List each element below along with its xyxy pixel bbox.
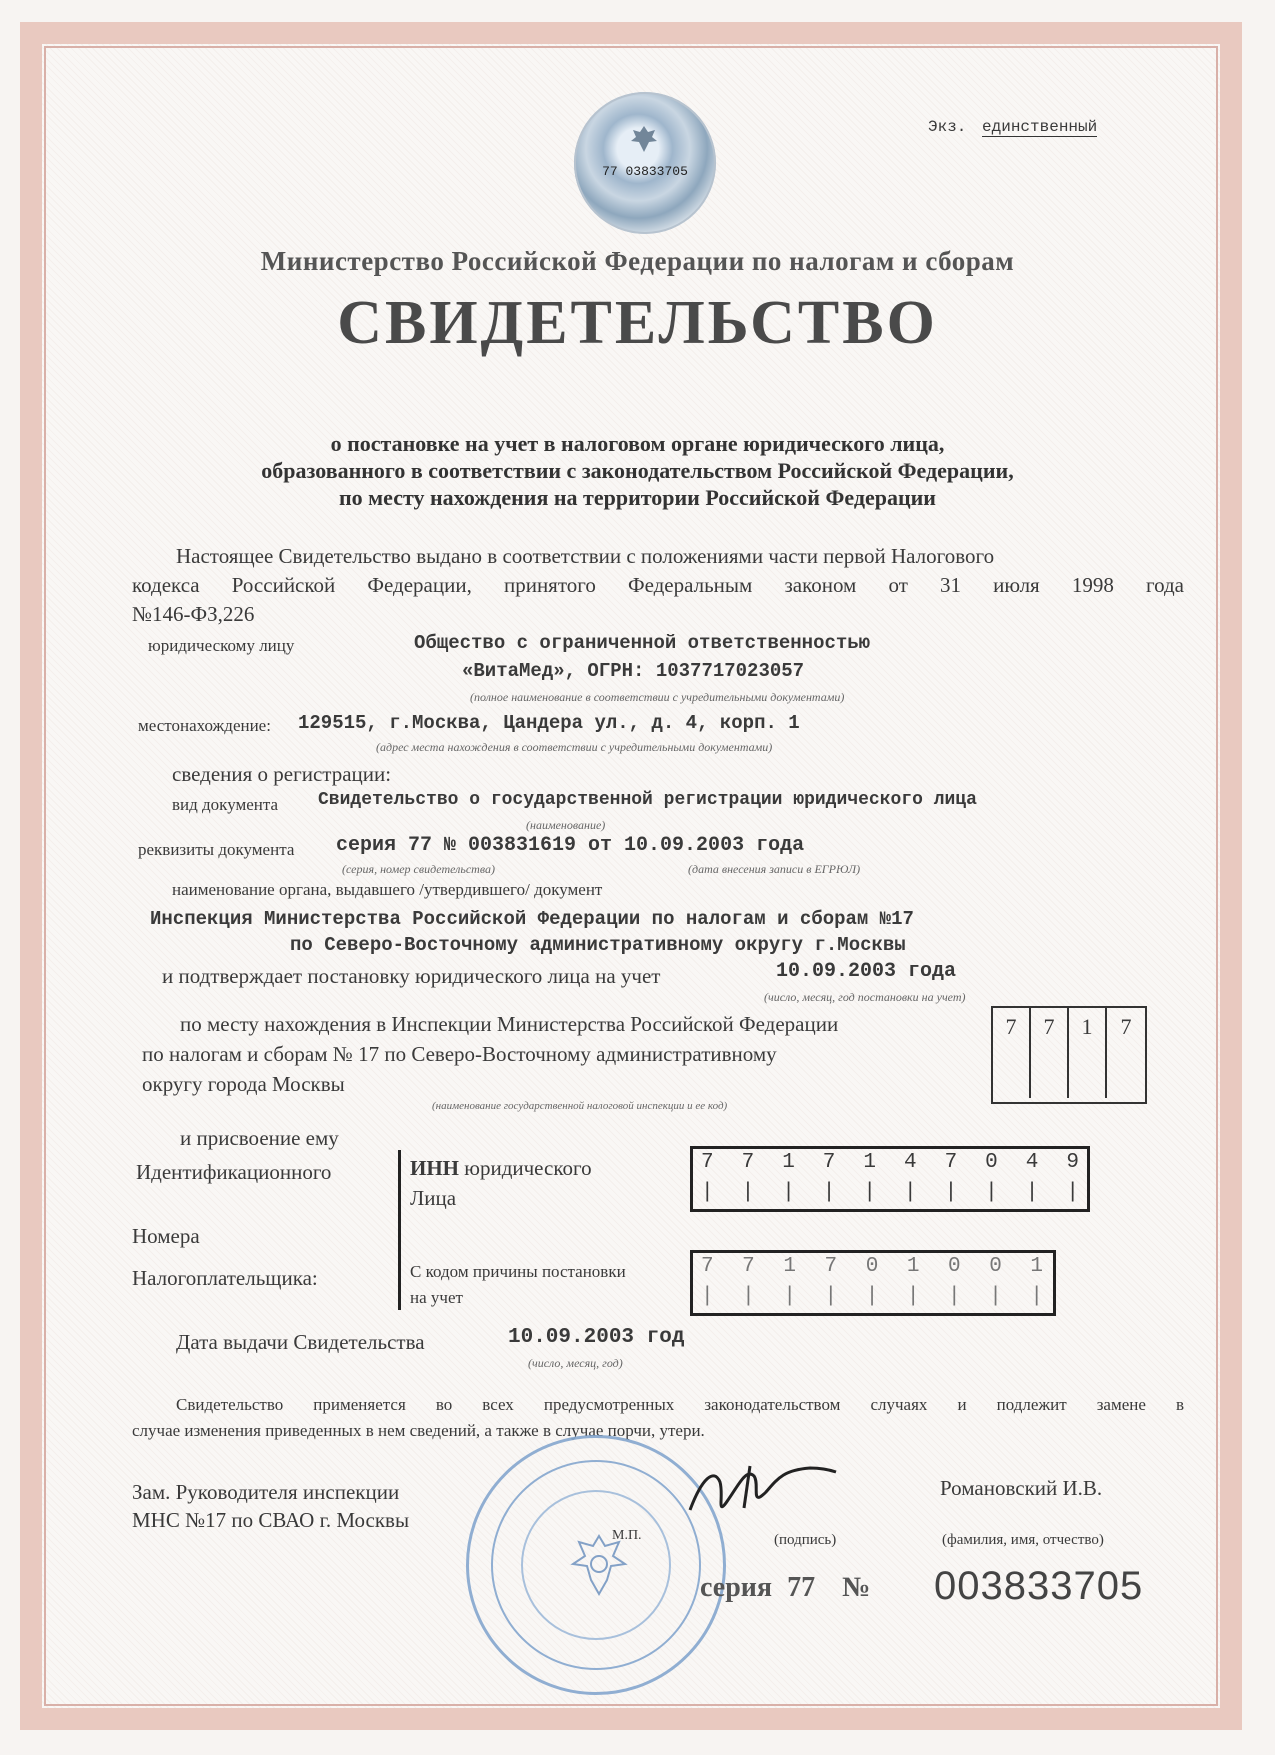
subtitle-line: по месту нахождения на территории Российской Федерации xyxy=(339,485,936,510)
entity-name-hint: (полное наименование в соответствии с учредительными документами) xyxy=(470,690,845,704)
code-digit: 7 xyxy=(1031,1008,1069,1098)
digit: 4 xyxy=(903,1151,917,1174)
code-digit: 7 xyxy=(1120,1014,1132,1039)
digit: 1 xyxy=(906,1255,920,1278)
digit: 4 xyxy=(1025,1151,1039,1174)
digit-tick: | xyxy=(903,1181,917,1204)
doc-type-value: Свидетельство о государственной регистрации юридического лица xyxy=(318,790,977,810)
sign-hint: (подпись) xyxy=(774,1532,837,1548)
confirm-text: и подтверждает постановку юридического лица на учет xyxy=(162,964,661,988)
digit: 0 xyxy=(985,1151,998,1174)
signatory-title2: МНС №17 по СВАО г. Москвы xyxy=(132,1508,410,1532)
digit-tick: | xyxy=(1030,1285,1043,1308)
inn-label-bold: ИНН xyxy=(410,1156,460,1180)
digit: 0 xyxy=(948,1255,961,1278)
inn-box xyxy=(690,1146,1090,1212)
intro-text xyxy=(132,542,1184,629)
code-digit: 7 xyxy=(993,1008,1031,1098)
digit-tick: | xyxy=(985,1181,998,1204)
digit-tick: | xyxy=(782,1181,795,1204)
address-label: местонахождение: xyxy=(138,716,271,735)
assign-text: и присвоение ему xyxy=(180,1126,339,1150)
issuer-line2: по Северо-Восточному административному округу г.Москвы xyxy=(290,934,906,956)
digit-tick: | xyxy=(701,1285,714,1308)
ministry-name: Министерство Российской Федерации по налогам и сборам xyxy=(260,246,1015,276)
signatory-title1: Зам. Руководителя инспекции xyxy=(132,1480,400,1504)
digit: 7 xyxy=(742,1255,755,1278)
digit-tick: | xyxy=(1066,1181,1079,1204)
location-line1: по месту нахождения в Инспекции Министерства Российской Федерации xyxy=(180,1012,839,1036)
kpp-digits xyxy=(701,1255,1043,1278)
confirm-date: 10.09.2003 года xyxy=(776,960,957,983)
issue-date-hint: (число, месяц, год) xyxy=(528,1356,623,1370)
requisites-label: реквизиты документа xyxy=(138,840,295,859)
inn-label-rest: юридического xyxy=(464,1156,592,1180)
inspection-code xyxy=(991,1006,1147,1104)
entity-name-line1: Общество с ограниченной ответственностью xyxy=(414,632,871,654)
confirm-hint: (число, месяц, год постановки на учет) xyxy=(764,990,966,1004)
location-line2: по налогам и сборам № 17 по Северо-Восточному административному xyxy=(142,1042,777,1066)
digit: 7 xyxy=(701,1255,714,1278)
kpp-box xyxy=(690,1250,1056,1316)
notice xyxy=(132,1392,1184,1444)
digit-tick: | xyxy=(863,1181,876,1204)
subtitle-line: образованного в соответствии с законодательством Российской Федерации, xyxy=(261,458,1014,483)
hologram-seal xyxy=(574,92,716,234)
signatory-name: Романовский И.В. xyxy=(940,1476,1103,1500)
notice-line: случае изменения приведенных в нем сведений, а также в случае порчи, утери. xyxy=(132,1421,705,1440)
intro-line: Настоящее Свидетельство выдано в соответствии с положениями части первой Налогового xyxy=(176,544,995,568)
digit-tick: | xyxy=(783,1285,796,1308)
digit-tick: | xyxy=(865,1285,879,1308)
location-hint: (наименование государственной налоговой инспекции и ее код) xyxy=(432,1100,728,1112)
issuer-line1: Инспекция Министерства Российской Федерации по налогам и сборам №17 xyxy=(150,908,914,930)
series-label: серия xyxy=(700,1572,773,1603)
digit-tick: | xyxy=(824,1285,838,1308)
digit: 1 xyxy=(1030,1255,1043,1278)
entity-name-line2: «ВитаМед», ОГРН: 1037717023057 xyxy=(462,660,805,682)
digit: 9 xyxy=(1066,1151,1079,1174)
digit: 7 xyxy=(822,1151,836,1174)
digit: 7 xyxy=(741,1151,755,1174)
doc-type-hint: (наименование) xyxy=(526,818,606,832)
requisites-date-hint: (дата внесения записи в ЕГРЮЛ) xyxy=(688,862,861,876)
signature xyxy=(680,1448,840,1528)
digit-tick: | xyxy=(701,1181,714,1204)
inn-ticks xyxy=(701,1181,1079,1204)
page-title: СВИДЕТЕЛЬСТВО xyxy=(337,289,938,357)
inn-left-label2: Номера xyxy=(132,1224,200,1248)
registration-label: сведения о регистрации: xyxy=(172,762,392,786)
digit: 1 xyxy=(782,1151,795,1174)
copy-label: Экз. xyxy=(928,118,967,136)
digit: 1 xyxy=(783,1255,796,1278)
digit: 7 xyxy=(701,1151,714,1174)
digit-tick: | xyxy=(906,1285,920,1308)
subtitle xyxy=(0,430,1275,511)
copy-note xyxy=(928,118,1097,136)
eagle-emblem-icon xyxy=(627,122,661,156)
serial-number: 003833705 xyxy=(934,1564,1144,1608)
requisites-value: серия 77 № 003831619 от 10.09.2003 года xyxy=(336,834,805,857)
issuer-label: наименование органа, выдавшего /утвердившего/ документ xyxy=(172,880,603,899)
divider xyxy=(398,1150,401,1310)
intro-line: кодекса Российской Федерации, принятого Федеральным законом от 31 июля 1998 года xyxy=(132,573,1184,597)
issue-date-label: Дата выдачи Свидетельства xyxy=(176,1330,425,1354)
subtitle-line: о постановке на учет в налоговом органе юридического лица, xyxy=(330,431,945,456)
kpp-label1: С кодом причины постановки xyxy=(410,1262,626,1281)
address-hint: (адрес места нахождения в соответствии с учредительными документами) xyxy=(376,740,773,754)
address-value: 129515, г.Москва, Цандера ул., д. 4, корп. 1 xyxy=(298,712,800,734)
series-value: 77 xyxy=(787,1572,816,1603)
digit: 1 xyxy=(863,1151,876,1174)
inn-left-label3: Налогоплательщика: xyxy=(132,1266,318,1290)
mp-label: М.П. xyxy=(612,1528,642,1543)
kpp-ticks xyxy=(701,1285,1043,1308)
kpp-label2: на учет xyxy=(410,1288,463,1307)
entity-label: юридическому лицу xyxy=(148,636,295,655)
issue-date-value: 10.09.2003 год xyxy=(508,1326,685,1349)
digit-tick: | xyxy=(1025,1181,1039,1204)
code-digit: 1 xyxy=(1069,1008,1107,1098)
digit-tick: | xyxy=(948,1285,961,1308)
digit-tick: | xyxy=(822,1181,836,1204)
series-block xyxy=(700,1572,870,1604)
doc-type-label: вид документа xyxy=(172,795,279,814)
digit: 7 xyxy=(944,1151,958,1174)
hologram-number: 77 03833705 xyxy=(602,164,688,179)
requisites-hint: (серия, номер свидетельства) xyxy=(342,862,495,876)
digit-tick: | xyxy=(741,1181,755,1204)
digit-tick: | xyxy=(742,1285,755,1308)
digit: 0 xyxy=(865,1255,879,1278)
intro-line: №146-ФЗ,226 xyxy=(132,602,255,626)
notice-line: Свидетельство применяется во всех предусмотренных законодательством случаях и подлежит замене в xyxy=(176,1395,1184,1414)
inn-label xyxy=(410,1156,592,1181)
series-no: № xyxy=(842,1572,871,1603)
name-hint: (фамилия, имя, отчество) xyxy=(942,1532,1104,1548)
digit-tick: | xyxy=(944,1181,958,1204)
digit: 7 xyxy=(824,1255,838,1278)
inn-left-label1: Идентификационного xyxy=(136,1160,332,1184)
location-line3: округу города Москвы xyxy=(142,1072,345,1096)
digit-tick: | xyxy=(989,1285,1002,1308)
digit: 0 xyxy=(989,1255,1002,1278)
inn-digits xyxy=(701,1151,1079,1174)
copy-value: единственный xyxy=(982,118,1098,136)
inn-label-2: Лица xyxy=(410,1186,457,1210)
